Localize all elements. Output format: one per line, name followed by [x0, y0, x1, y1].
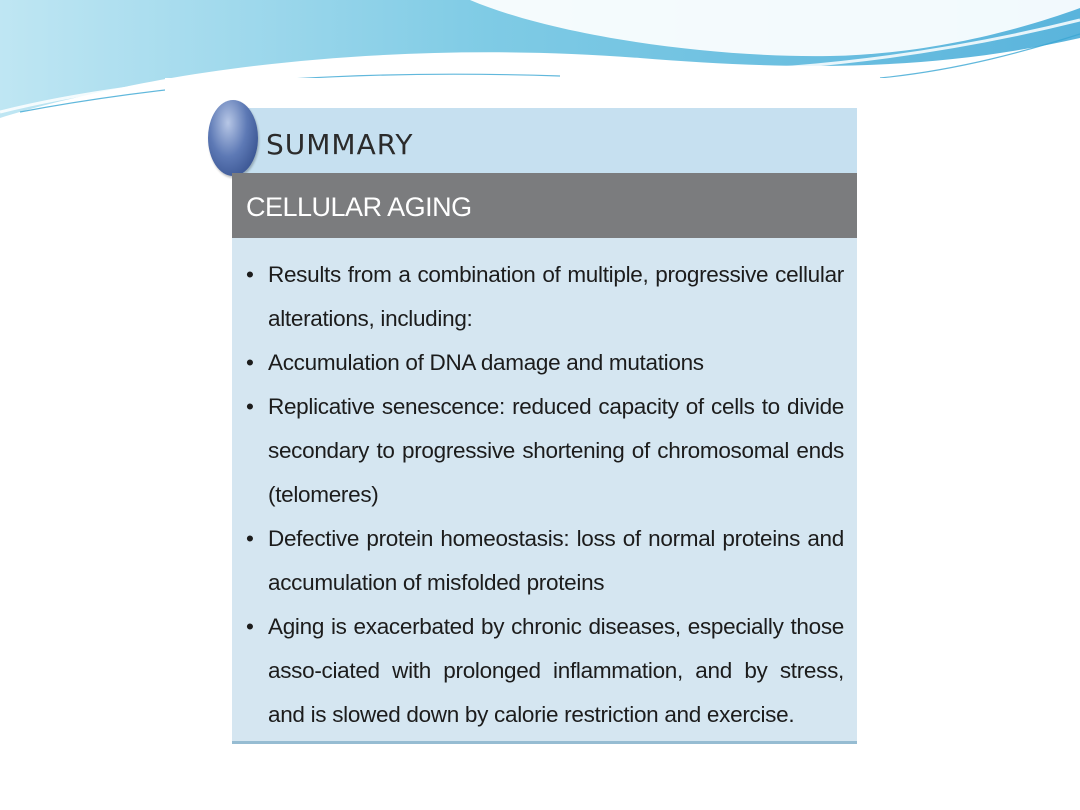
bullet-text: Aging is exacerbated by chronic diseases, especially those asso-ciated with prolonged inflammation, and by stress, and is slowed down by calorie restriction and exercise.: [268, 614, 844, 727]
bullet-dot-icon: •: [246, 262, 254, 287]
bullet-list: [246, 253, 844, 737]
bullet-text: Replicative senescence: reduced capacity of cells to divide secondary to progressive shortening of chromosomal ends (telomeres): [268, 394, 844, 507]
bottom-rule: [232, 741, 857, 744]
bullet-item: [246, 253, 844, 341]
slide-title: CELLULAR AGING: [246, 192, 472, 222]
bullet-dot-icon: •: [246, 614, 254, 639]
summary-box: [232, 108, 857, 741]
bullet-text: Accumulation of DNA damage and mutations: [268, 350, 704, 375]
summary-label: SUMMARY: [266, 128, 414, 161]
bullet-dot-icon: •: [246, 350, 254, 375]
bullet-text: Defective protein homeostasis: loss of normal proteins and accumulation of misfolded proteins: [268, 526, 844, 595]
bullet-item: [246, 385, 844, 517]
sphere-badge-icon: [208, 100, 258, 176]
bullet-item: [246, 341, 844, 385]
bullet-text: Results from a combination of multiple, progressive cellular alterations, including:: [268, 262, 844, 331]
bullet-item: [246, 517, 844, 605]
bullet-dot-icon: •: [246, 394, 254, 419]
title-bar: [232, 173, 857, 238]
bullet-dot-icon: •: [246, 526, 254, 551]
bullet-item: [246, 605, 844, 737]
summary-header-bar: [232, 108, 857, 173]
textbook-summary-image: [165, 78, 885, 788]
